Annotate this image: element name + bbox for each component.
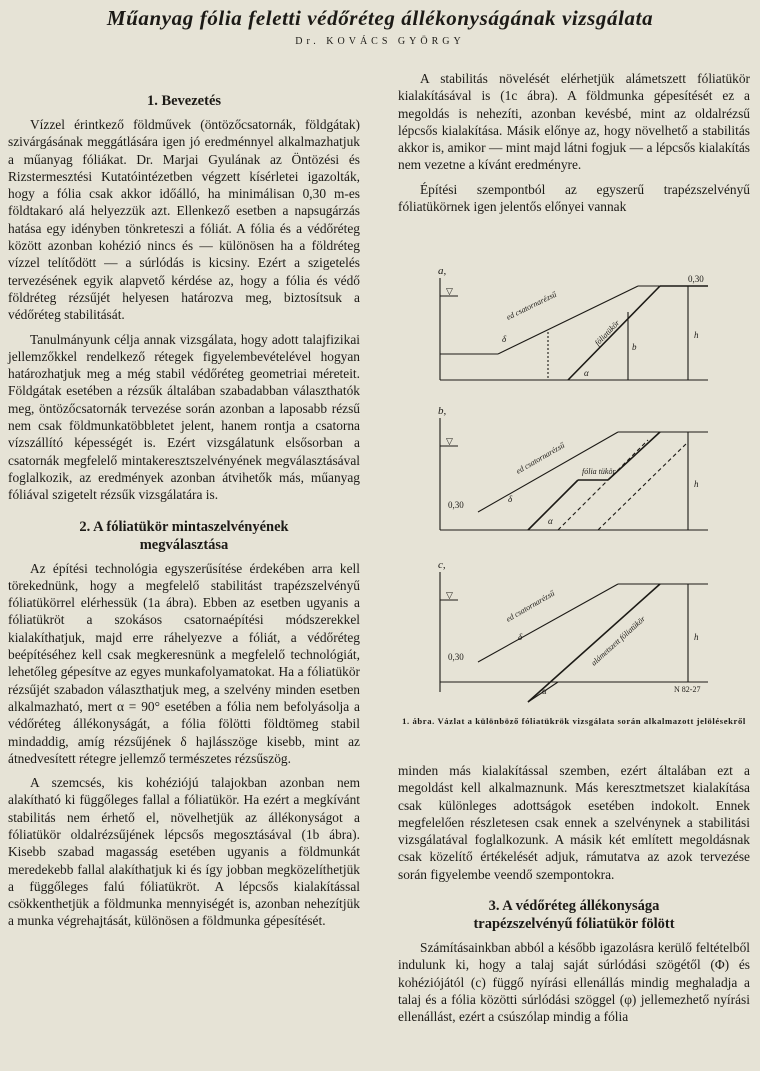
water-symbol: ▽ — [446, 590, 453, 600]
section-2-heading-line2: megválasztása — [139, 536, 229, 553]
left-column — [8, 70, 360, 937]
sym-alpha: α — [584, 368, 589, 378]
paragraph: A stabilitás növelését elérhetjük alámetszett fóliatükör kialakításával is (1c ábra). A földmunka gépesítését ez a megoldás is nehezíti, azonban kevésbé, mint az oldalrézsű lépcsős kialakítása. Másik előnye az, hogy növelhető a stabilitás akkor is, amikor — mint majd látni fogjuk — a lépcsős kialakítás nem vezetne a kívánt eredményre. — [398, 71, 750, 173]
slope-outer — [498, 286, 638, 354]
article-author: Dr. KOVÁCS GYÖRGY — [295, 36, 465, 47]
panel-b — [438, 405, 708, 530]
dim-h-c: h — [694, 632, 699, 642]
sym-alpha-b: α — [548, 516, 553, 526]
label-foliatukor-b: fólia tükör — [582, 467, 616, 476]
folia-undercut — [528, 584, 660, 702]
label-foliatukor: fóliatükör — [592, 318, 622, 348]
paragraph: Építési szempontból az egyszerű trapézszelvényű fóliatükörnek igen jelentős előnyei vannak — [398, 181, 750, 215]
section-3-heading-line2: trapézszelvényű fóliatükör fölött — [473, 916, 675, 933]
section-3-heading-line1: 3. A védőréteg állékonysága — [488, 898, 660, 915]
dim-030: 0,30 — [688, 274, 704, 284]
dashed-line — [558, 440, 648, 530]
water-symbol: ▽ — [446, 286, 453, 296]
right-column-top — [398, 70, 750, 222]
dim-030-b: 0,30 — [448, 500, 464, 510]
dashed-line — [598, 442, 688, 530]
section-3-heading — [398, 897, 750, 933]
dim-h-b: h — [694, 479, 699, 489]
figure-1 — [398, 262, 750, 746]
right-column-bottom — [398, 762, 750, 1033]
figure-1-caption: 1. ábra. Vázlat a különböző fóliatükrök vizsgálata során alkalmazott jelölésekről — [402, 716, 746, 726]
sym-alpha-c: α — [542, 686, 547, 696]
folia-step1 — [528, 480, 578, 530]
folia-step2 — [608, 432, 660, 480]
paragraph: Tanulmányunk célja annak vizsgálata, hogy adott talajfizikai jellemzőkkel rendelkező rétegek figyelembevételével hogyan határozhatjuk meg a még stabil védőréteg geometriai méreteit. Földgátak esetében a rézsűk általában szabadabban választhatók meg, öntözőcsatornák tervezése során azonban a laposabb rézsű nem csak földmunkatöbbletet jelent, hanem rontja a csatorna vízszállító képességét is. Ezért vizsgálatunk elsősorban a csatornák megfelelő mintakeresztszelvényének megválasztásával foglalkozik, az eredmények azonban átvihetők más, műanyag fóliával szigetelt rézsűk vizsgálatára is. — [8, 331, 360, 503]
paragraph: Számításainkban abból a később igazolásra kerülő feltételből indulunk ki, hogy a talaj saját súrlódási szögétől (Φ) és kohéziójától (c) függő nyírási ellenállás mindig meghaladja a talaj és a fólia közötti súrlódási szöggel (φ) jellemezhető nyírási ellenállást, ezért a csúszólap mindig a fólia — [398, 940, 750, 1025]
label-csatornarezsu: ed csatornarézsű — [504, 289, 558, 322]
sym-delta-b: δ — [508, 494, 513, 504]
label-csatornarezsu-b: ed csatornarézsű — [514, 440, 567, 476]
section-2-heading — [8, 518, 360, 554]
paragraph: Vízzel érintkező földművek (öntözőcsatornák, földgátak) szivárgásának meggátlására igen jó eredménnyel alkalmazhatjuk a műanyag fóliákat. Dr. Marjai Gyulának az Öntözési és Rizstermesztési Kutatóintézetben végzett kísérletei igazolták, hogy a fólia csak akkor időálló, ha minimálisan 0,30 m-es földtakaró alá helyezzük azt. Ellenkező esetben a napsugárzás hatása egy idényben tönkreteszi a fóliát. A fólia és a védőréteg között azonban kohézió nincs és — különösen ha a földréteg vízzel telítődött — a súrlódás is kicsiny. Ezért a szigetelés tervezésének egyik alapvető kérdése az, hogy a fólia és védő földréteg rézsűjét helyesen határozva meg, biztosítsuk a védőréteg stabilitását. — [8, 117, 360, 323]
dim-030-c: 0,30 — [448, 652, 464, 662]
sym-delta-c: δ — [518, 632, 523, 642]
panel-c — [438, 559, 708, 702]
folia-line — [568, 286, 660, 380]
panel-a-label: a, — [438, 265, 447, 277]
dim-b: b — [632, 342, 637, 352]
figure-1-diagram — [398, 262, 750, 712]
panel-c-label: c, — [438, 559, 446, 571]
sym-delta: δ — [502, 334, 507, 344]
section-1-heading: 1. Bevezetés — [146, 93, 222, 109]
figure-stamp: N 82-27 — [674, 685, 701, 694]
paragraph: Az építési technológia egyszerűsítése érdekében arra kell törekednünk, hogy a megfelelő stabilitást trapézszelvényű fóliatükörrel elérhessük (1a ábra). Ebben az esetben ugyanis a fóliatükröt a szokásos csatornaépítési módszerekkel kialakíthatjuk, majd erre ráhelyezve a fóliát, a védőréteg beépítéséhez kell csak megkeresnünk a megfelelő technológiát, lehetőleg gépesítve az egyes munkafolyamatokat. Ha a fóliatükör rézsűjét szabadon választhatjuk meg, a szelvény minden esetben alkalmazható, mert α = 90° esetében a fólia nem befolyásolja a védőréteg állékonyságát, a fólia fölötti földtömeg stabil mindaddig, amíg rézsűjének δ hajlásszöge kisebb, mint az átnedvesített rétegre jellemző természetes rézsűszög. — [8, 560, 360, 766]
water-symbol: ▽ — [446, 436, 453, 446]
label-csatornarezsu-c: ed csatornarézsű — [504, 588, 557, 624]
panel-b-label: b, — [438, 405, 447, 417]
paragraph: A szemcsés, kis kohéziójú talajokban azonban nem alakítható ki függőleges fallal a fóliatükör. Ha ezért a megkívánt stabilitás nem érhető el, növelhetjük az állékonyságot a fóliatükör oldalrézsűjének lépcsős megosztásával (1b ábra). Kisebb szabad magasság esetében ugyanis a földmunkát meredekebb fallal alakíthatjuk ki és így jobban megközelíthetjük a függőleges falú fóliatükröt. A lépcsős kialakítással csökkenthetjük a földmunka mennyiségét is, azonban nehezítjük a munka végrehajtását, különösen a földmunka gépesítését. — [8, 775, 360, 929]
section-2-heading-line1: 2. A fóliatükör mintaszelvényének — [79, 518, 289, 535]
label-foliatukor-c: alámetszett fóliatükör — [589, 614, 648, 668]
panel-a — [438, 265, 708, 380]
article-title: Műanyag fólia feletti védőréteg állékonyságának vizsgálata — [106, 6, 654, 30]
dim-h: h — [694, 330, 699, 340]
paragraph: minden más kialakítással szemben, ezért általában ezt a megoldást kell alkalmaznunk. Más keresztmetszet kialakítása csak különleges adottságok esetében indokolt. Ennek megfelelően részletesen csak ennek a szelvénynek a stabilitási vizsgálatával foglalkozunk. A másik két említett megoldásnak csak közelítő értékelését adjuk, rámutatva az azok tervezése során figyelembe veendő szempontokra. — [398, 763, 750, 882]
